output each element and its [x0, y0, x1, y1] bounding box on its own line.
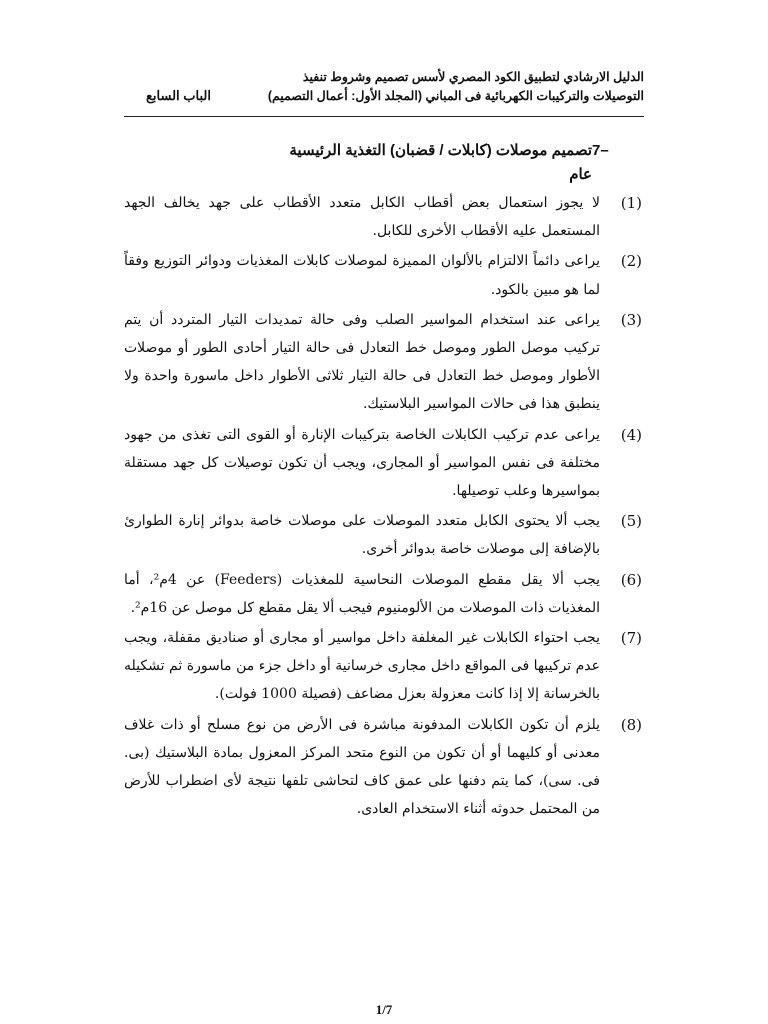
header-title — [268, 68, 644, 106]
list-item — [124, 247, 642, 303]
list-item — [124, 421, 642, 506]
list-item-text: يلزم أن تكون الكابلات المدفونة مباشرة فى الأرض من نوع مسلح أو ذات غلاف معدنى أو كليهما أو أن تكون من النوع متحد المركز المعزول بمادة البلاستيك (بى. فى. سى)، كما يتم دفنها على عمق كاف لتحاشى تلفها نتيجة لأى اضطراب للأرض من المحتمل حدوثه أثناء الاستخدام العادى. — [124, 716, 600, 818]
list-item-number: (6) — [620, 570, 642, 589]
list-item-number: (5) — [620, 512, 642, 531]
list-item-number: (3) — [620, 310, 642, 329]
list-item-text: يراعى دائماً الالتزام بالألوان المميزة لموصلات كابلات المغذيات ودوائر التوزيع وفقاً لما هو مبين بالكود. — [124, 253, 600, 298]
list-item-text: يجب احتواء الكابلات غير المغلفة داخل مواسير أو مجارى أو صناديق مقفلة، ويجب عدم تركيبها فى المواقع داخل مجارى خرسانية أو داخل جزء من ماسورة ثم تشكيله بالخرسانة إلا إذا كانت معزولة بعزل مضاعف (فصيلة 1000 فولت). — [124, 630, 601, 703]
section-heading — [124, 139, 642, 163]
list-item-text: يجب ألا يقل مقطع الموصلات النحاسية للمغذيات (Feeders) عن 4م²، أما المغذيات ذات الموصلات من الألومنيوم فيجب ألا يقل مقطع كل موصل عن 16م². — [124, 571, 600, 616]
list-item — [124, 711, 642, 824]
list-item-number: (7) — [620, 629, 642, 648]
header-title-line1: الدليل الارشادي لتطبيق الكود المصري لأسس تصميم وشروط تنفيذ — [302, 70, 644, 84]
list-item — [124, 306, 642, 419]
list-item — [124, 507, 642, 563]
list-item-number: (1) — [620, 194, 642, 212]
list-item-text: يجب ألا يحتوى الكابل متعدد الموصلات على موصلات خاصة بدوائر إنارة الطوارئ بالإضافة إلى موصلات خاصة بدوائر أخرى. — [124, 513, 600, 558]
list-item-text: يراعى عند استخدام المواسير الصلب وفى حالة تمديدات التيار المتردد أن يتم تركيب موصل الطور وموصل خط التعادل فى حالة التيار أحادى الطور أو موصلات الأطوار وموصل خط التعادل فى حالة التيار ثلاثى الأطوار داخل ماسورة واحدة ولا ينطبق هذا فى حالات المواسير البلاستيك. — [124, 311, 600, 413]
page-number: 1/7 — [375, 1002, 393, 1017]
list-item — [124, 566, 642, 622]
page-header — [124, 66, 644, 117]
section-number: 7– — [592, 142, 609, 159]
header-title-line2: التوصيلات والتركيبات الكهربائية فى المباني (المجلد الأول: أعمال التصميم) — [267, 89, 644, 103]
list-item-number: (8) — [620, 715, 642, 734]
list-item-number: (2) — [620, 252, 642, 271]
list-item-text: لا يجوز استعمال بعض أقطاب الكابل متعدد الأقطاب على جهد يخالف الجهد المستعمل عليه الأقطاب الأخرى للكابل. — [124, 195, 600, 240]
chapter-label: الباب السابع — [146, 88, 211, 103]
list-item-number: (4) — [620, 425, 642, 444]
section-title: تصميم موصلات (كابلات / قضبان) التغذية الرئيسية — [289, 142, 592, 159]
list-item — [124, 189, 642, 245]
list-item — [124, 624, 642, 709]
list-item-text: يراعى عدم تركيب الكابلات الخاصة بتركيبات الإنارة أو القوى التى تغذى من جهود مختلفة فى نفس المواسير أو المجارى، ويجب أن تكون توصيلات كل جهد مستقلة بمواسيرها وعلب توصيلها. — [124, 426, 600, 500]
document-body — [124, 139, 642, 823]
section-subtitle: عام — [569, 166, 592, 183]
